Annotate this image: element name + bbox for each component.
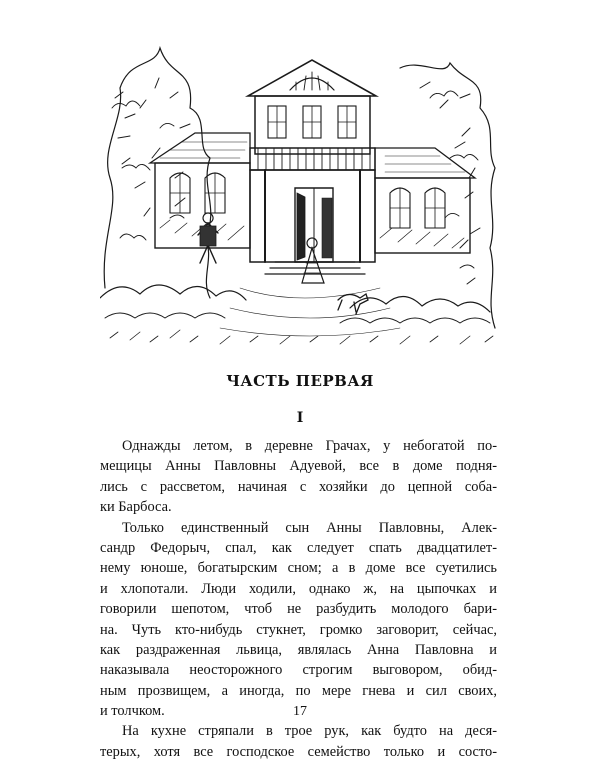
text-line: нему юноше, богатырским сном; а в доме все суетились [100, 560, 497, 577]
part-title: ЧАСТЬ ПЕРВАЯ [226, 372, 374, 390]
text-line: и толчком. [100, 703, 165, 720]
text-line: терых, хотя все господское семейство только и состо- [100, 743, 497, 760]
text-line: лись с рассветом, начиная с хозяйки до цепной соба- [100, 478, 497, 495]
text-line: как раздраженная львица, являлась Анна Павловна и [100, 641, 497, 658]
chapter-number: I [296, 410, 304, 426]
text-line: Только единственный сын Анны Павловны, Алек- [122, 519, 497, 536]
text-line: На кухне стряпали в трое рук, как будто на деся- [122, 723, 497, 740]
text-line: ки Барбоса. [100, 499, 172, 516]
manor-house-drawing [100, 38, 500, 348]
manor-house-illustration [100, 38, 500, 348]
text-line: и хлопотали. Люди ходили, однако ж, на цыпочках и [100, 580, 497, 597]
text-line: сандр Федорыч, спал, как следует спать двадцатилет- [100, 539, 497, 556]
text-line: Однажды летом, в деревне Грачах, у небогатой по- [122, 438, 497, 454]
text-line: на. Чуть кто-нибудь стукнет, громко заговорит, сейчас, [100, 621, 497, 638]
text-line: говорили шепотом, чтоб не разбудить молодого бари- [100, 601, 497, 618]
page-number: 17 [293, 704, 307, 719]
text-line: наказывала неосторожного строгим выговором, обид- [100, 662, 497, 679]
text-line: мещицы Анны Павловны Адуевой, все в доме подня- [100, 458, 497, 475]
text-line: ным прозвищем, а иногда, по мере гнева и сил своих, [100, 682, 497, 699]
